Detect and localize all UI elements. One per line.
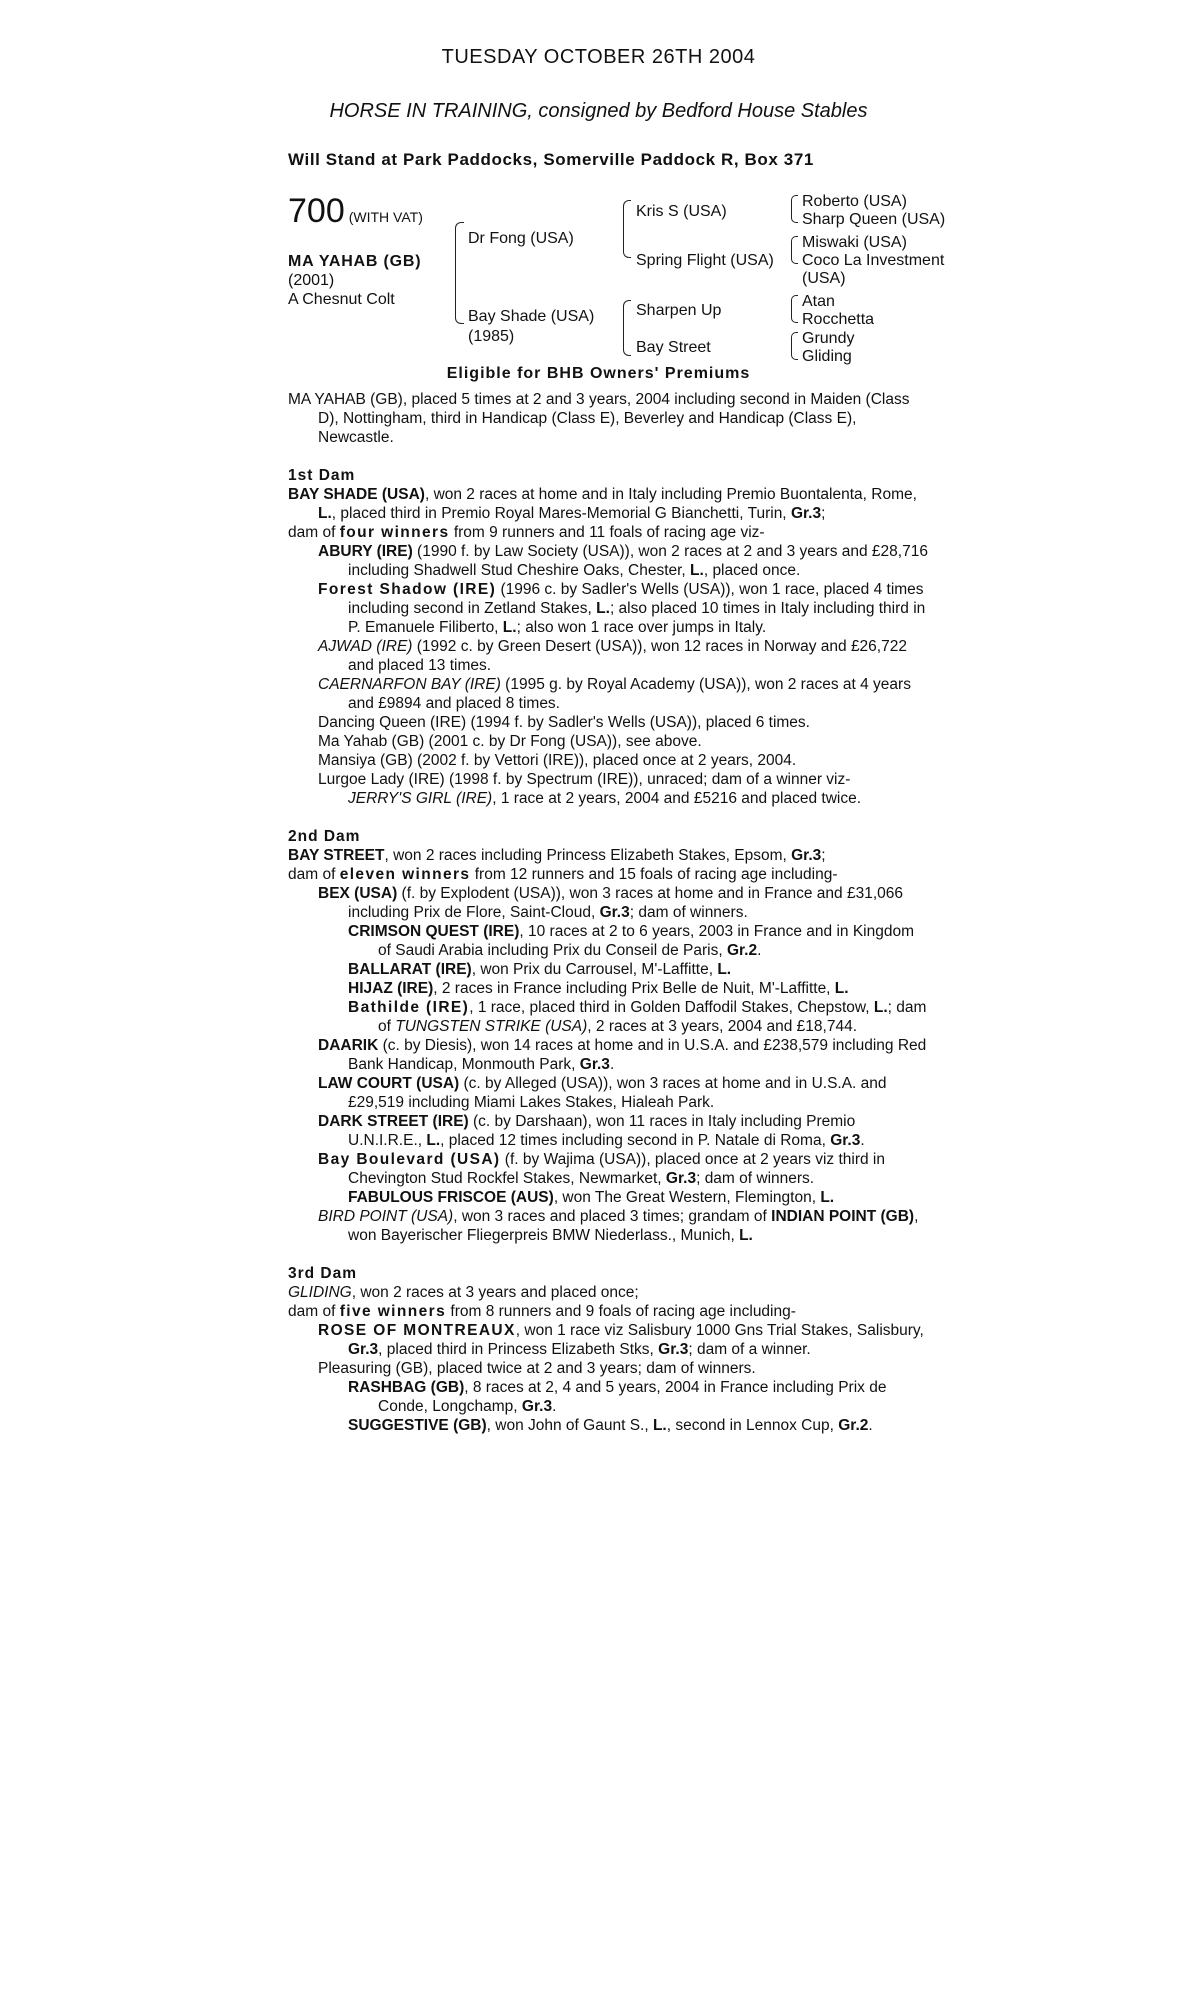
pedigree-g3: Miswaki (USA) — [802, 234, 907, 251]
pedigree-sire-dam: Spring Flight (USA) — [636, 252, 774, 269]
list-item: Bay Boulevard (USA) (f. by Wajima (USA)), placed once at 2 years viz third in Chevington Stud Rockfel Stakes, Newmarket, Gr.3; dam of winners. — [318, 1151, 885, 1187]
list-item: Ma Yahab (GB) (2001 c. by Dr Fong (USA)), see above. — [318, 733, 702, 750]
second-dam-heading: 2nd Dam — [288, 828, 361, 845]
pedigree-dam-sire: Sharpen Up — [636, 302, 722, 319]
brace-g12 — [791, 195, 798, 223]
lot-number: 700 — [288, 192, 345, 230]
pedigree-sire: Dr Fong (USA) — [468, 230, 574, 247]
list-item: AJWAD (IRE) (1992 c. by Green Desert (USA)), won 12 races in Norway and £26,722 and placed 13 times. — [318, 638, 907, 674]
brace-main — [455, 222, 464, 324]
list-item: Lurgoe Lady (IRE) (1998 f. by Spectrum (IRE)), unraced; dam of a winner viz- — [318, 771, 851, 788]
pedigree-g2: Sharp Queen (USA) — [802, 211, 946, 228]
first-dam-record: BAY SHADE (USA), won 2 races at home and in Italy including Premio Buontalenta, Rome, L., placed third in Premio Royal Mares-Memorial G Bianchetti, Turin, Gr.3; — [288, 486, 917, 522]
pedigree-dam-dam: Bay Street — [636, 339, 711, 356]
third-dam-record: GLIDING, won 2 races at 3 years and placed once; — [288, 1284, 639, 1301]
brace-sire — [623, 200, 631, 258]
pedigree-g7: Grundy — [802, 330, 855, 347]
list-item: DARK STREET (IRE) (c. by Darshaan), won 11 races in Italy including Premio U.N.I.R.E., L., placed 12 times including second in P. Natale di Roma, Gr.3. — [318, 1113, 865, 1149]
list-item: ABURY (IRE) (1990 f. by Law Society (USA)), won 2 races at 2 and 3 years and £28,716 including Shadwell Stud Cheshire Oaks, Chester, L., placed once. — [318, 543, 928, 579]
horse-record: MA YAHAB (GB), placed 5 times at 2 and 3 years, 2004 including second in Maiden (Class D), Nottingham, third in Handicap (Class E), Beverley and Handicap (Class E), Newcastle. — [288, 391, 910, 446]
first-dam-produce-summary: dam of four winners from 9 runners and 11 foals of racing age viz- — [288, 524, 765, 541]
list-item: CAERNARFON BAY (IRE) (1995 g. by Royal Academy (USA)), won 2 races at 4 years and £9894 and placed 8 times. — [318, 676, 911, 712]
third-dam-heading: 3rd Dam — [288, 1265, 358, 1282]
list-item: CRIMSON QUEST (IRE), 10 races at 2 to 6 years, 2003 in France and in Kingdom of Saudi Arabia including Prix du Conseil de Paris, Gr.2. — [348, 923, 914, 959]
brace-dam — [623, 300, 631, 356]
list-item: BALLARAT (IRE), won Prix du Carrousel, M'-Laffitte, L. — [348, 961, 732, 978]
pedigree-g1: Roberto (USA) — [802, 193, 907, 210]
lot-number-block — [288, 192, 423, 231]
list-item: ROSE OF MONTREAUX, won 1 race viz Salisbury 1000 Gns Trial Stakes, Salisbury, Gr.3, placed third in Princess Elizabeth Stks, Gr.3; dam of a winner. — [318, 1322, 924, 1358]
horse-year: (2001) — [288, 272, 335, 289]
pedigree-dam: Bay Shade (USA) — [468, 308, 595, 325]
race-record — [288, 390, 928, 1435]
pedigree-g4: Coco La Investment — [802, 252, 945, 269]
list-item: DAARIK (c. by Diesis), won 14 races at home and in U.S.A. and £238,579 including Red Bank Handicap, Monmouth Park, Gr.3. — [318, 1037, 927, 1073]
stand-location: Will Stand at Park Paddocks, Somerville Paddock R, Box 371 — [288, 150, 814, 169]
eligibility-note: Eligible for BHB Owners' Premiums — [446, 365, 751, 382]
first-dam-heading: 1st Dam — [288, 467, 356, 484]
second-dam-produce-summary: dam of eleven winners from 12 runners and 15 foals of racing age including- — [288, 866, 838, 883]
pedigree-g6: Rocchetta — [802, 311, 875, 328]
list-item: SUGGESTIVE (GB), won John of Gaunt S., L., second in Lennox Cup, Gr.2. — [348, 1417, 873, 1434]
third-dam-produce-summary: dam of five winners from 8 runners and 9 foals of racing age including- — [288, 1303, 796, 1320]
brace-g56 — [791, 295, 798, 323]
pedigree-dam-year: (1985) — [468, 328, 515, 345]
pedigree-g8: Gliding — [802, 348, 852, 365]
list-item: BEX (USA) (f. by Explodent (USA)), won 3 races at home and in France and £31,066 including Prix de Flore, Saint-Cloud, Gr.3; dam of winners. — [318, 885, 903, 921]
horse-description: A Chesnut Colt — [288, 291, 395, 308]
list-item: JERRY'S GIRL (IRE), 1 race at 2 years, 2004 and £5216 and placed twice. — [348, 790, 862, 807]
list-item: RASHBAG (GB), 8 races at 2, 4 and 5 years, 2004 in France including Prix de Conde, Longchamp, Gr.3. — [348, 1379, 887, 1415]
pedigree-sire-sire: Kris S (USA) — [636, 203, 727, 220]
horse-identity — [288, 252, 421, 309]
brace-g34 — [791, 236, 798, 264]
horse-name: MA YAHAB (GB) — [288, 253, 422, 270]
vat-note: (WITH VAT) — [348, 209, 423, 225]
pedigree-g4-country: (USA) — [802, 270, 846, 287]
sale-date: TUESDAY OCTOBER 26TH 2004 — [441, 46, 756, 68]
list-item: Forest Shadow (IRE) (1996 c. by Sadler's Wells (USA)), won 1 race, placed 4 times including second in Zetland Stakes, L.; also placed 10 times in Italy including third in P. Emanuele Filiberto, L.; also won 1 race over jumps in Italy. — [318, 581, 926, 636]
consignment-line: HORSE IN TRAINING, consigned by Bedford House Stables — [329, 100, 868, 122]
second-dam-record: BAY STREET, won 2 races including Princess Elizabeth Stakes, Epsom, Gr.3; — [288, 847, 826, 864]
list-item: LAW COURT (USA) (c. by Alleged (USA)), won 3 races at home and in U.S.A. and £29,519 including Miami Lakes Stakes, Hialeah Park. — [318, 1075, 887, 1111]
brace-g78 — [791, 332, 798, 360]
list-item: Bathilde (IRE), 1 race, placed third in Golden Daffodil Stakes, Chepstow, L.; dam of TUNGSTEN STRIKE (USA), 2 races at 3 years, 2004 and £18,744. — [348, 999, 927, 1035]
pedigree-g5: Atan — [802, 293, 835, 310]
list-item: HIJAZ (IRE), 2 races in France including Prix Belle de Nuit, M'-Laffitte, L. — [348, 980, 849, 997]
list-item: Mansiya (GB) (2002 f. by Vettori (IRE)), placed once at 2 years, 2004. — [318, 752, 797, 769]
list-item: FABULOUS FRISCOE (AUS), won The Great Western, Flemington, L. — [348, 1189, 835, 1206]
list-item: BIRD POINT (USA), won 3 races and placed 3 times; grandam of INDIAN POINT (GB), won Bayerischer Fliegerpreis BMW Niederlass., Munich, L. — [318, 1208, 919, 1244]
list-item: Pleasuring (GB), placed twice at 2 and 3 years; dam of winners. — [318, 1360, 756, 1377]
list-item: Dancing Queen (IRE) (1994 f. by Sadler's Wells (USA)), placed 6 times. — [318, 714, 810, 731]
